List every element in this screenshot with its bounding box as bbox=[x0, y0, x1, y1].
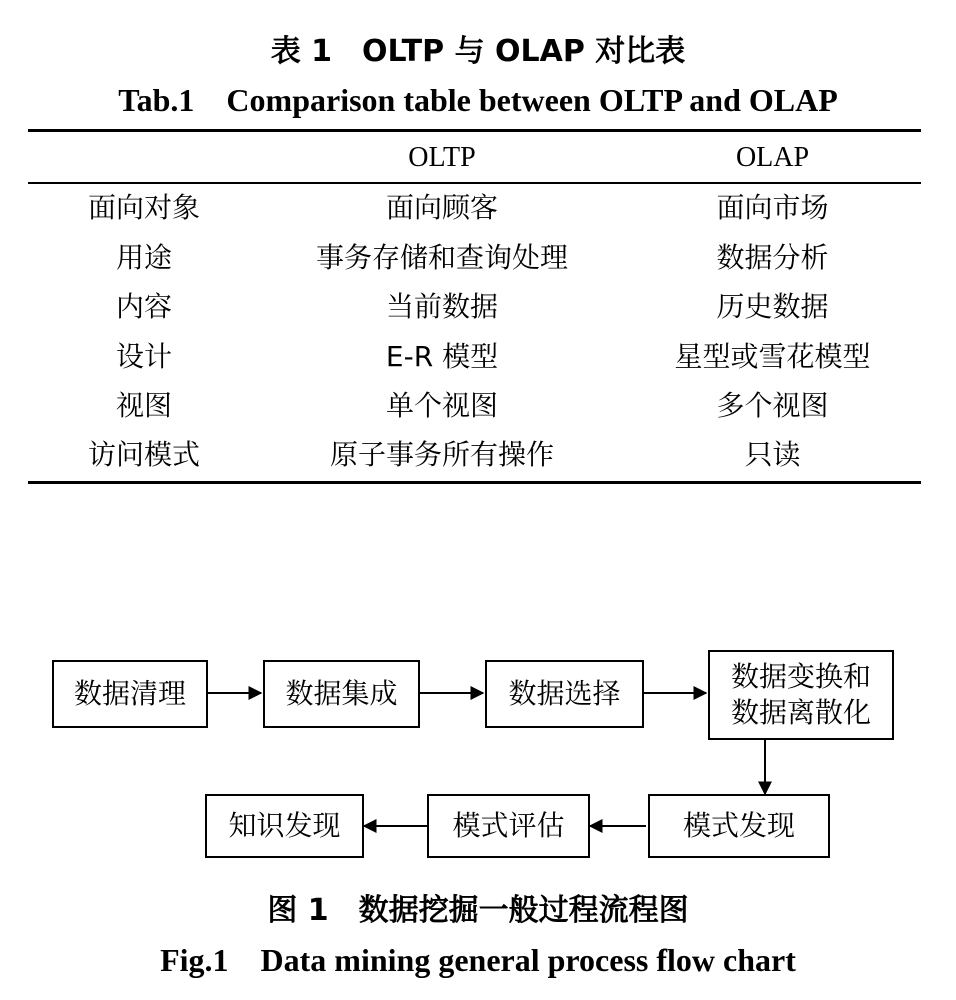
step-data-cleaning bbox=[52, 660, 208, 728]
table-cell: 设计 bbox=[115, 340, 172, 373]
step-label: 模式评估 bbox=[452, 809, 565, 842]
step-data-transformation bbox=[708, 650, 894, 740]
step-label: 知识发现 bbox=[228, 809, 341, 842]
step-label-line: 数据离散化 bbox=[730, 696, 871, 729]
table-cell: 面向顾客 bbox=[385, 191, 498, 224]
table-cell: 用途 bbox=[115, 241, 172, 274]
table-cell: 多个视图 bbox=[716, 389, 829, 422]
step-label: 数据清理 bbox=[73, 677, 186, 710]
step-label: 数据选择 bbox=[508, 677, 621, 710]
table-cell: E-R 模型 bbox=[385, 340, 499, 373]
step-label: 数据集成 bbox=[285, 677, 398, 710]
step-pattern-discovery bbox=[648, 794, 830, 858]
figure-caption-cn: 图 1 数据挖掘一般过程流程图 bbox=[267, 893, 689, 928]
table-cell: 原子事务所有操作 bbox=[329, 438, 554, 471]
table-cell: 历史数据 bbox=[716, 290, 829, 323]
table-cell: 数据分析 bbox=[716, 241, 829, 274]
table-cell: 面向市场 bbox=[716, 191, 829, 224]
table-cell: 面向对象 bbox=[87, 191, 200, 224]
table-cell: 单个视图 bbox=[385, 389, 498, 422]
table-cell: 星型或雪花模型 bbox=[674, 340, 871, 373]
table-cell: 访问模式 bbox=[87, 438, 200, 471]
table-header-olap: OLAP bbox=[735, 142, 810, 173]
step-label-line: 数据变换和 bbox=[730, 660, 871, 693]
table-cell: 当前数据 bbox=[385, 290, 498, 323]
step-pattern-evaluation bbox=[427, 794, 590, 858]
table-cell: 视图 bbox=[115, 389, 172, 422]
table-cell: 内容 bbox=[115, 290, 172, 323]
figure-caption-en: Fig.1 Data mining general process flow chart bbox=[160, 942, 796, 978]
step-data-selection bbox=[485, 660, 644, 728]
step-knowledge-discovery bbox=[205, 794, 364, 858]
step-data-integration bbox=[263, 660, 420, 728]
table-caption-cn: 表 1 OLTP 与 OLAP 对比表 bbox=[270, 34, 686, 69]
table-cell: 事务存储和查询处理 bbox=[315, 241, 568, 274]
table-caption-en: Tab.1 Comparison table between OLTP and OLAP bbox=[118, 82, 838, 118]
table-cell: 只读 bbox=[744, 438, 801, 471]
table-header-oltp: OLTP bbox=[408, 142, 476, 173]
step-label: 模式发现 bbox=[682, 809, 795, 842]
